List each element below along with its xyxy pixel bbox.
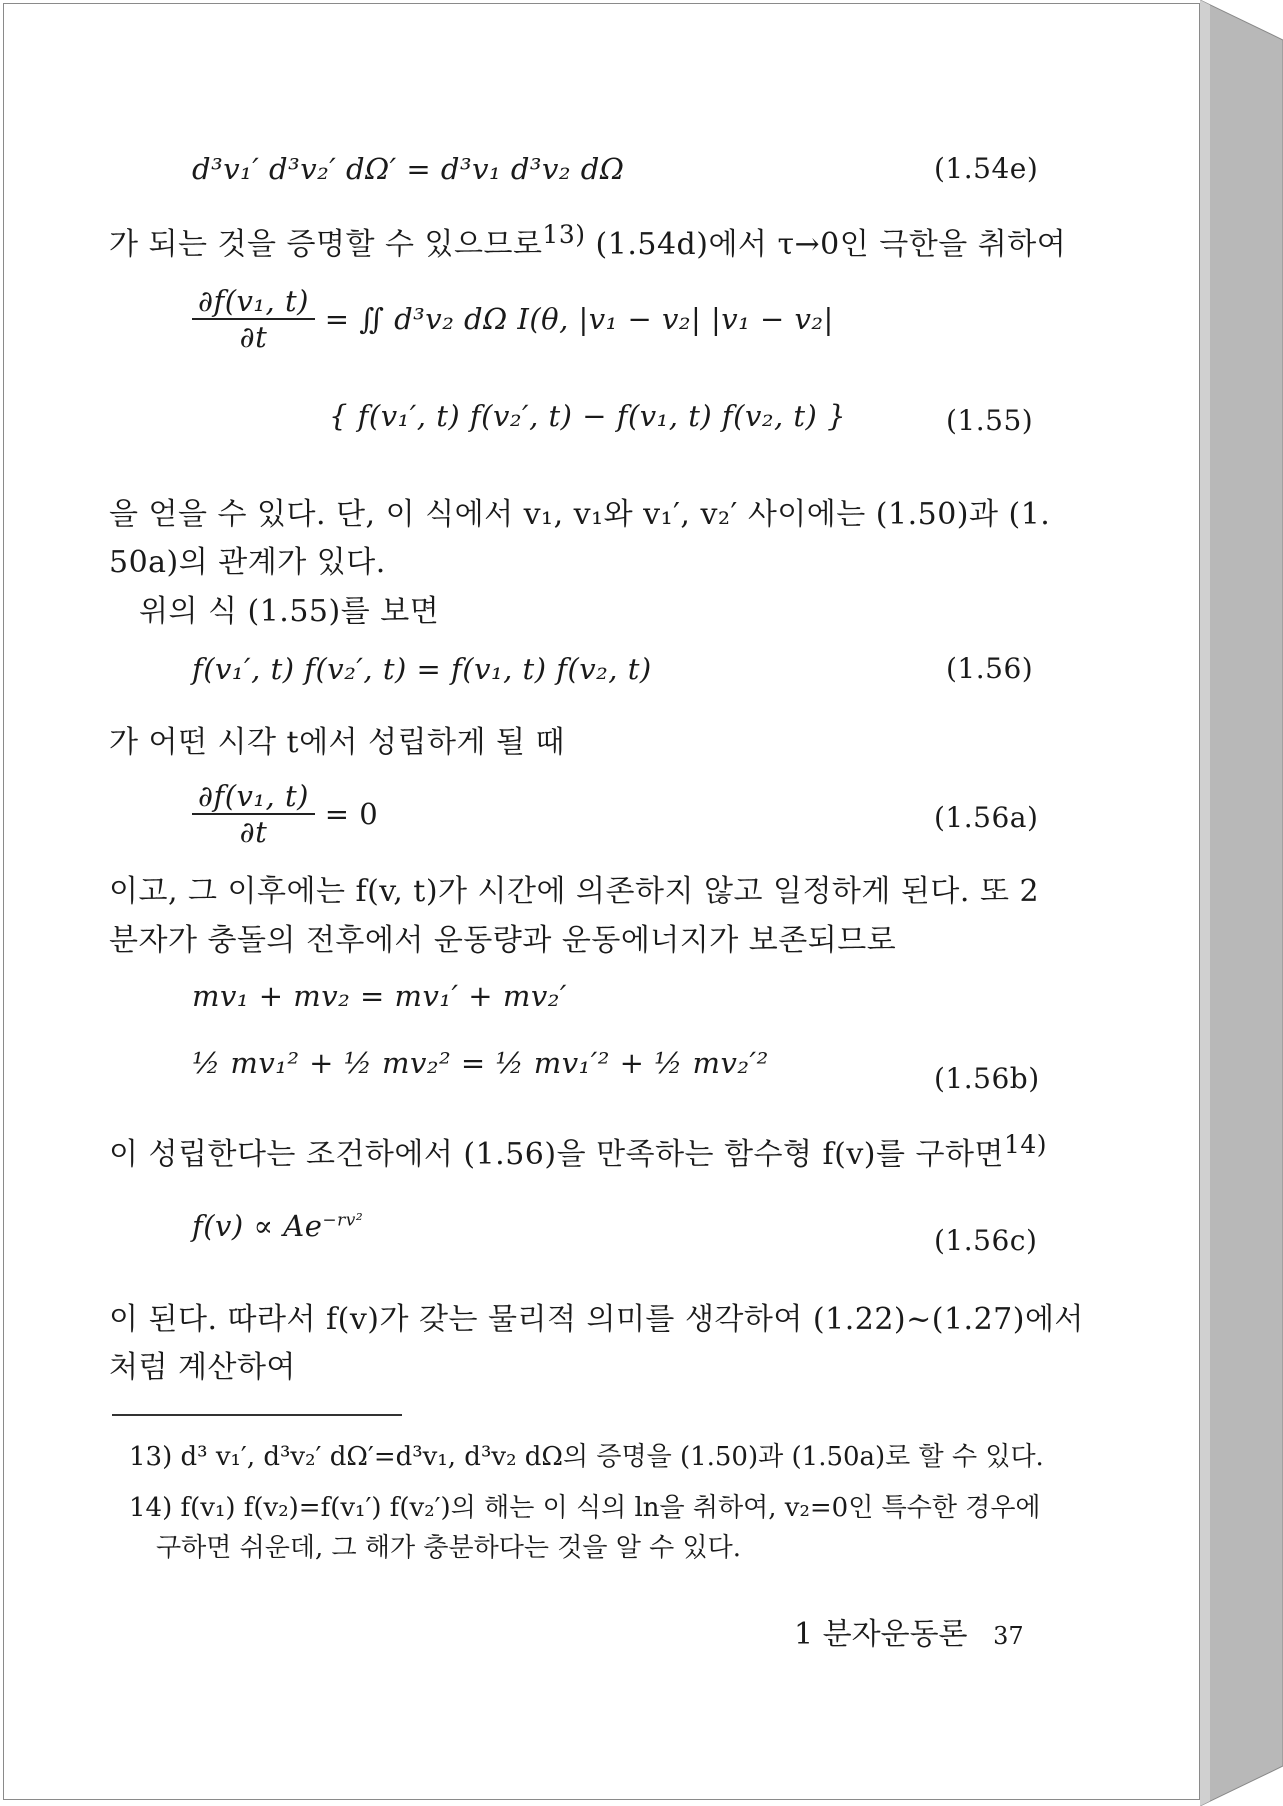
book-page	[3, 3, 1200, 1800]
equation-number: (1.56b)	[934, 1062, 1040, 1095]
equation-text: f(v) ∝ Ae	[192, 1209, 323, 1243]
footnote-rule	[112, 1414, 402, 1416]
book-page-edge	[1200, 0, 1283, 1806]
paragraph-1: 가 되는 것을 증명할 수 있으므로$^{13)}$ (1.54d)에서 τ→0인 극한을 취하여	[109, 220, 1067, 262]
paragraph-5-line-1: 이고, 그 이후에는 f(v, t)가 시간에 의존하지 않고 일정하게 된다. 또 2	[109, 874, 1040, 909]
equation-1-56a	[192, 779, 378, 849]
equation-rhs: = 0	[324, 797, 379, 831]
equation-1-54e	[192, 152, 1039, 186]
paragraph-3: 위의 식 (1.55)를 보면	[139, 594, 440, 629]
equation-number: (1.56c)	[934, 1224, 1038, 1257]
equation-1-56b-line-1: mv₁ + mv₂ = mv₁′ + mv₂′	[192, 979, 567, 1013]
equation-number: (1.56)	[946, 652, 1034, 685]
equation-1-55-bottom	[329, 399, 846, 433]
page-number: 37	[993, 1622, 1024, 1650]
paragraph-4: 가 어떤 시각 t에서 성립하게 될 때	[109, 725, 566, 760]
paragraph-7-line-1: 이 된다. 따라서 f(v)가 갖는 물리적 의미를 생각하여 (1.22)~(1.27)에서	[109, 1302, 1084, 1337]
footnote-ref-13: 13)	[542, 220, 586, 249]
paragraph-6: 이 성립한다는 조건하에서 (1.56)을 만족하는 함수형 f(v)를 구하면$^{14)}$	[109, 1130, 1048, 1172]
equation-1-56	[192, 652, 652, 686]
paragraph-2-line-2: 50a)의 관계가 있다.	[109, 545, 386, 580]
equation-rhs: = ∬ d³v₂ dΩ I(θ, |v₁ − v₂| |v₁ − v₂|	[324, 302, 834, 336]
equation-text: f(v₁′, t) f(v₂′, t) = f(v₁, t) f(v₂, t)	[192, 652, 652, 686]
footnote-14-line-1: 14) f(v₁) f(v₂)=f(v₁′) f(v₂′)의 해는 이 식의 ln을 취하여, v₂=0인 특수한 경우에	[129, 1493, 1041, 1523]
chapter-title: 1 분자운동론	[794, 1617, 968, 1652]
equation-text: d³v₁′ d³v₂′ dΩ′ = d³v₁ d³v₂ dΩ	[192, 152, 625, 186]
equation-exponent: −rv²	[322, 1210, 364, 1231]
paragraph-5-line-2: 분자가 충돌의 전후에서 운동량과 운동에너지가 보존되므로	[109, 923, 897, 958]
equation-1-55-top	[192, 284, 834, 354]
footnote-14-line-2: 구하면 쉬운데, 그 해가 충분하다는 것을 알 수 있다.	[156, 1533, 741, 1563]
partial-fraction: $\frac{\text{∂f(v₁, t)}}{\partial t}$	[192, 779, 315, 849]
footnote-ref-14: 14)	[1003, 1130, 1048, 1159]
paragraph-2-line-1: 을 얻을 수 있다. 단, 이 식에서 v₁, v₁와 v₁′, v₂′ 사이에는 (1.50)과 (1.	[109, 497, 1051, 532]
equation-text: { f(v₁′, t) f(v₂′, t) − f(v₁, t) f(v₂, t) }	[329, 399, 847, 433]
footnote-13: 13) d³ v₁′, d³v₂′ dΩ′=d³v₁, d³v₂ dΩ의 증명을 (1.50)과 (1.50a)로 할 수 있다.	[129, 1442, 1044, 1472]
running-footer	[794, 1609, 1024, 1653]
partial-fraction: $\frac{\text{∂f(v₁, t)}}{\partial t}$	[192, 284, 315, 354]
equation-number: (1.55)	[946, 404, 1034, 437]
equation-number: (1.56a)	[934, 801, 1039, 834]
paragraph-7-line-2: 처럼 계산하여	[109, 1350, 296, 1385]
equation-number: (1.54e)	[934, 152, 1039, 185]
equation-1-56b-line-2: ½ mv₁² + ½ mv₂² = ½ mv₁′² + ½ mv₂′²	[192, 1046, 769, 1080]
equation-1-56c	[192, 1209, 363, 1243]
